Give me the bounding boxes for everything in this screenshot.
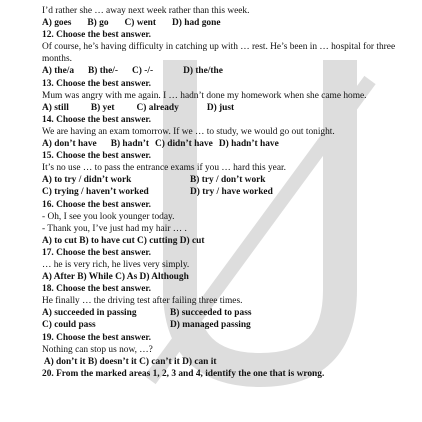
question-19-heading: 19. Choose the best answer. [42, 332, 152, 343]
question-14-stem: We are having an exam tomorrow. If we … to study, we would go out tonight. [42, 126, 335, 137]
option-c[interactable]: C) went [124, 18, 157, 29]
option-a[interactable]: A) succeeded in passing [42, 308, 137, 319]
question-17-options[interactable]: A) After B) While C) As D) Although [42, 272, 189, 283]
question-15-heading: 15. Choose the best answer. [42, 151, 152, 162]
worksheet [42, 5, 420, 380]
option-d[interactable]: D) just [206, 102, 235, 113]
question-17-heading: 17. Choose the best answer. [42, 247, 152, 258]
question-13-heading: 13. Choose the best answer. [42, 78, 152, 89]
option-c[interactable]: C) didn’t have [155, 139, 213, 150]
question-14-heading: 14. Choose the best answer. [42, 114, 152, 125]
question-20-heading: 20. From the marked areas 1, 2, 3 and 4, identify the one that is wrong. [42, 368, 325, 379]
option-c[interactable]: C) could pass [42, 320, 96, 331]
question-13-options [42, 102, 420, 114]
option-a[interactable]: A) the/a [42, 66, 75, 77]
question-19-options[interactable]: A) don’t it B) doesn’t it C) can’t it D) can it [42, 356, 217, 367]
option-a[interactable]: A) still [42, 102, 69, 113]
question-16-options[interactable]: A) to cut B) to have cut C) cutting D) cut [42, 235, 205, 246]
option-c[interactable]: C) trying / haven’t worked [42, 187, 149, 198]
question-16-heading: 16. Choose the best answer. [42, 199, 152, 210]
question-18-stem: He finally … the driving test after failing three times. [42, 296, 243, 307]
question-11-stem: I’d rather she … away next week rather than this week. [42, 6, 250, 16]
question-18-heading: 18. Choose the best answer. [42, 284, 152, 295]
question-13-stem: Mum was angry with me again. I … hadn’t done my homework when she came home. [42, 90, 367, 101]
option-b[interactable]: B) yet [90, 102, 115, 113]
question-11-options [42, 17, 420, 29]
option-b[interactable]: B) try / don’t work [190, 175, 266, 186]
question-15-options [42, 174, 420, 198]
option-d[interactable]: D) try / have worked [190, 187, 273, 198]
option-d[interactable]: D) the/the [183, 66, 223, 77]
option-a[interactable]: A) to try / didn’t work [42, 175, 132, 186]
option-d[interactable]: D) managed passing [170, 320, 251, 331]
option-d[interactable]: D) hadn’t have [218, 139, 279, 150]
question-17-stem: … he is very rich, he lives very simply. [42, 259, 190, 270]
option-a[interactable]: A) goes [42, 18, 72, 29]
question-16-dialogue-line-1: - Oh, I see you look younger today. [42, 211, 175, 222]
question-12-stem: Of course, he’s having difficulty in catching up with … rest. He’s been in … hospital for three months. [42, 42, 396, 65]
question-14-options [42, 138, 420, 150]
question-16-dialogue-line-2: - Thank you, I’ve just had my hair … . [42, 223, 187, 234]
option-b[interactable]: B) go [87, 18, 109, 29]
option-c[interactable]: C) -/- [131, 66, 154, 77]
option-d[interactable]: D) had gone [172, 18, 221, 29]
question-18-options [42, 307, 420, 331]
question-12-heading: 12. Choose the best answer. [42, 30, 152, 41]
option-a[interactable]: A) don’t have [42, 139, 97, 150]
question-19-stem: Nothing can stop us now, …? [42, 344, 153, 355]
question-12-options [42, 65, 420, 77]
option-b[interactable]: B) the/- [88, 66, 118, 77]
question-15-stem: It’s no use … to pass the entrance exams if you … hard this year. [42, 163, 286, 174]
option-b[interactable]: B) succeeded to pass [170, 308, 252, 319]
option-c[interactable]: C) already [136, 102, 179, 113]
option-b[interactable]: B) hadn’t [110, 139, 149, 150]
